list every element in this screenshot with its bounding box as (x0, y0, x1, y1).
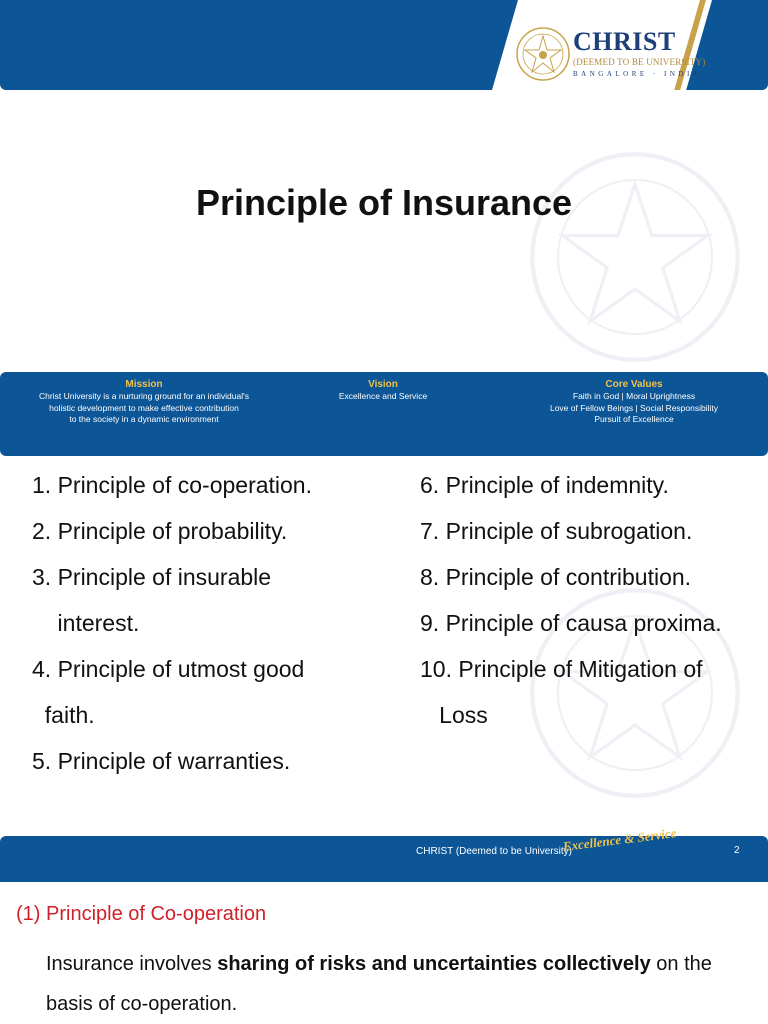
brand-name: CHRIST (573, 27, 676, 56)
brand-subtitle: (DEEMED TO BE UNIVERSITY) (573, 57, 706, 67)
principle-item: 6. Principle of indemnity. (420, 472, 669, 498)
footer-band (0, 825, 768, 882)
core-values-heading: Core Values (605, 379, 663, 390)
footer-org: CHRIST (Deemed to be University) (416, 846, 572, 857)
vision-heading: Vision (368, 379, 398, 390)
mission-line: to the society in a dynamic environment (69, 414, 219, 424)
principle-item: 4. Principle of utmost good (32, 656, 305, 682)
core-values-line: Faith in God | Moral Uprightness (572, 391, 696, 401)
footer-tagline: Excellence & Service (562, 825, 678, 854)
principles-list-right (420, 462, 760, 738)
mission-line: holistic development to make effective contribution (49, 402, 239, 413)
vision-line: Excellence and Service (338, 391, 428, 401)
slide-title: Principle of Insurance (195, 182, 573, 223)
mission-column (24, 378, 264, 426)
bullet-text-pre: Insurance involves (46, 953, 218, 975)
core-values-line: Love of Fellow Beings | Social Responsibility (549, 402, 719, 413)
principle-item-continuation: Loss (420, 702, 488, 728)
principle-item: 2. Principle of probability. (32, 518, 288, 544)
christ-seal-icon (515, 26, 571, 82)
bullet-text-post: on the (650, 953, 712, 975)
principle-item: 5. Principle of warranties. (32, 748, 291, 774)
header-band (0, 0, 768, 90)
mission-line: Christ University is a nurturing ground for an individual's (39, 391, 249, 401)
principle-item: 10. Principle of Mitigation of (420, 656, 703, 682)
section-title: (1) Principle of Co-operation (16, 903, 267, 925)
bullet-text-line2: basis of co-operation. (46, 993, 238, 1015)
bullet-text (46, 944, 746, 1024)
core-values-line: Pursuit of Excellence (594, 414, 674, 424)
page-number: 2 (734, 845, 740, 856)
mission-band (0, 372, 768, 456)
principle-item: 9. Principle of causa proxima. (420, 610, 722, 636)
principles-list-left (32, 462, 392, 784)
mission-heading: Mission (125, 379, 163, 390)
brand-location: BANGALORE · INDIA (573, 70, 702, 78)
core-values-column (534, 378, 734, 426)
bullet-text-bold: sharing of risks and uncertainties collectively (217, 953, 651, 975)
principle-item: 7. Principle of subrogation. (420, 518, 693, 544)
principle-item: 3. Principle of insurable (32, 564, 272, 590)
principle-item-continuation: interest. (32, 610, 140, 636)
principle-item: 1. Principle of co-operation. (32, 472, 312, 498)
principle-item: 8. Principle of contribution. (420, 564, 692, 590)
principle-item-continuation: faith. (32, 702, 95, 728)
vision-column (303, 378, 463, 403)
